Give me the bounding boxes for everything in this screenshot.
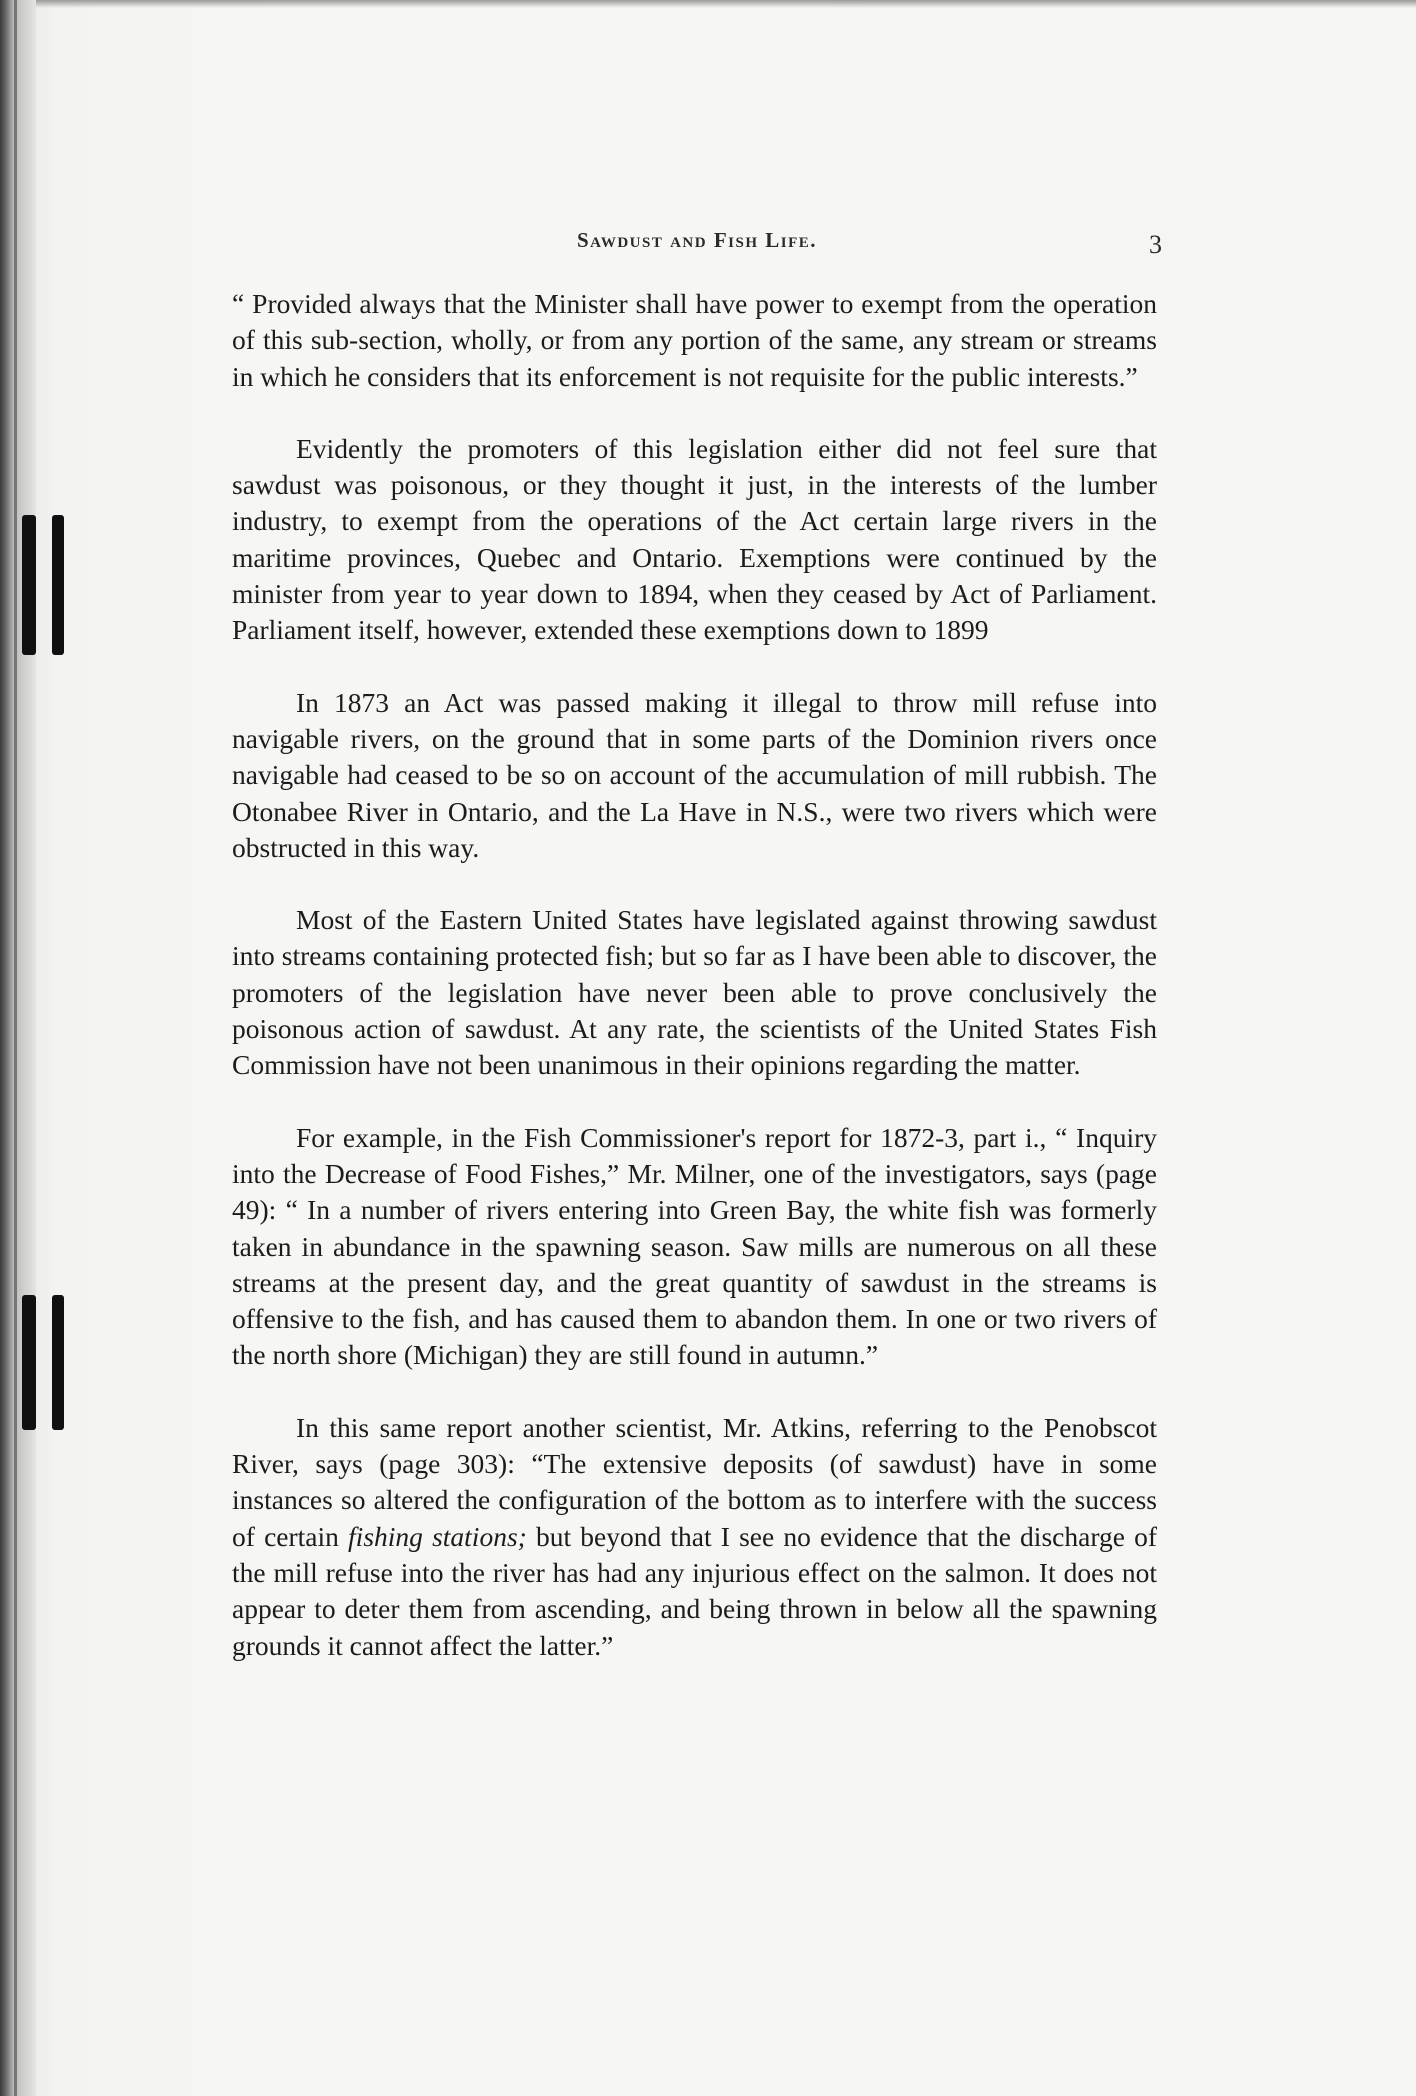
- binding-punch-mark-upper: [22, 515, 66, 655]
- top-edge-shadow: [0, 0, 1416, 8]
- page-header: [232, 228, 1162, 264]
- running-title: Sawdust and Fish Life.: [576, 228, 818, 252]
- body-text: [232, 286, 1157, 1664]
- paragraph-quote: “ Provided always that the Minister shall have power to exempt from the operation of this sub-section, wholly, or from any portion of the same, any stream or streams in which he considers that its enforcement is not requisite for the public interests.”: [232, 288, 1157, 392]
- punch-bar: [52, 1295, 64, 1430]
- paragraph-text: but beyond that I see no evidence that the discharge of the mill refuse into the river has had any injurious effect on the salmon. It does not appear to deter them from ascending, and being thrown in below all the spawning grounds it cannot affect the latter.”: [232, 1520, 1157, 1661]
- punch-bar: [52, 515, 64, 655]
- paragraph: For example, in the Fish Commissioner's report for 1872-3, part i., “ Inquiry into the Decrease of Food Fishes,” Mr. Milner, one of the investigators, says (page 49): “ In a number of rivers entering into Green Bay, the white fish was formerly taken in abundance in the spawning season. Saw mills are numerous on all these streams at the present day, and the great quantity of sawdust in the streams is offensive to the fish, and has caused them to abandon them. In one or two rivers of the north shore (Michigan) they are still found in autumn.”: [232, 1121, 1157, 1371]
- paragraph-text: In this same report another scientist, Mr. Atkins, referring to the Penobscot River, says (page 303): “The extensive deposits (of sawdust) have in some instances so altered the configuration of the bottom as to interfere with the success of certain: [232, 1411, 1157, 1552]
- paragraph-last: [232, 1410, 1157, 1664]
- paragraph: Most of the Eastern United States have legislated against throwing sawdust into streams containing protected fish; but so far as I have been able to discover, the promoters of the legislation have never been able to prove conclusively the poisonous action of sawdust. At any rate, the scientists of the United States Fish Commission have not been unanimous in their opinions regarding the matter.: [232, 904, 1157, 1081]
- page-number: 3: [1149, 230, 1162, 259]
- paragraph: In 1873 an Act was passed making it illegal to throw mill refuse into navigable rivers, on the ground that in some parts of the Dominion rivers once navigable had ceased to be so on account of the accumulation of mill rubbish. The Otonabee River in Ontario, and the La Have in N.S., were two rivers which were obstructed in this way.: [232, 686, 1157, 863]
- italic-phrase: fishing stations;: [348, 1520, 527, 1552]
- binding-punch-mark-lower: [22, 1295, 66, 1430]
- punch-bar: [22, 1295, 36, 1430]
- paragraph: Evidently the promoters of this legislation either did not feel sure that sawdust was poisonous, or they thought it just, in the interests of the lumber industry, to exempt from the operations of the Act certain large rivers in the maritime provinces, Quebec and Ontario. Exemptions were continued by the minister from year to year down to 1894, when they ceased by Act of Parliament. Parliament itself, however, extended these exemptions down to 1899: [232, 432, 1157, 646]
- binding-line: [14, 0, 17, 2096]
- punch-bar: [22, 515, 36, 655]
- binding-edge: [0, 0, 36, 2096]
